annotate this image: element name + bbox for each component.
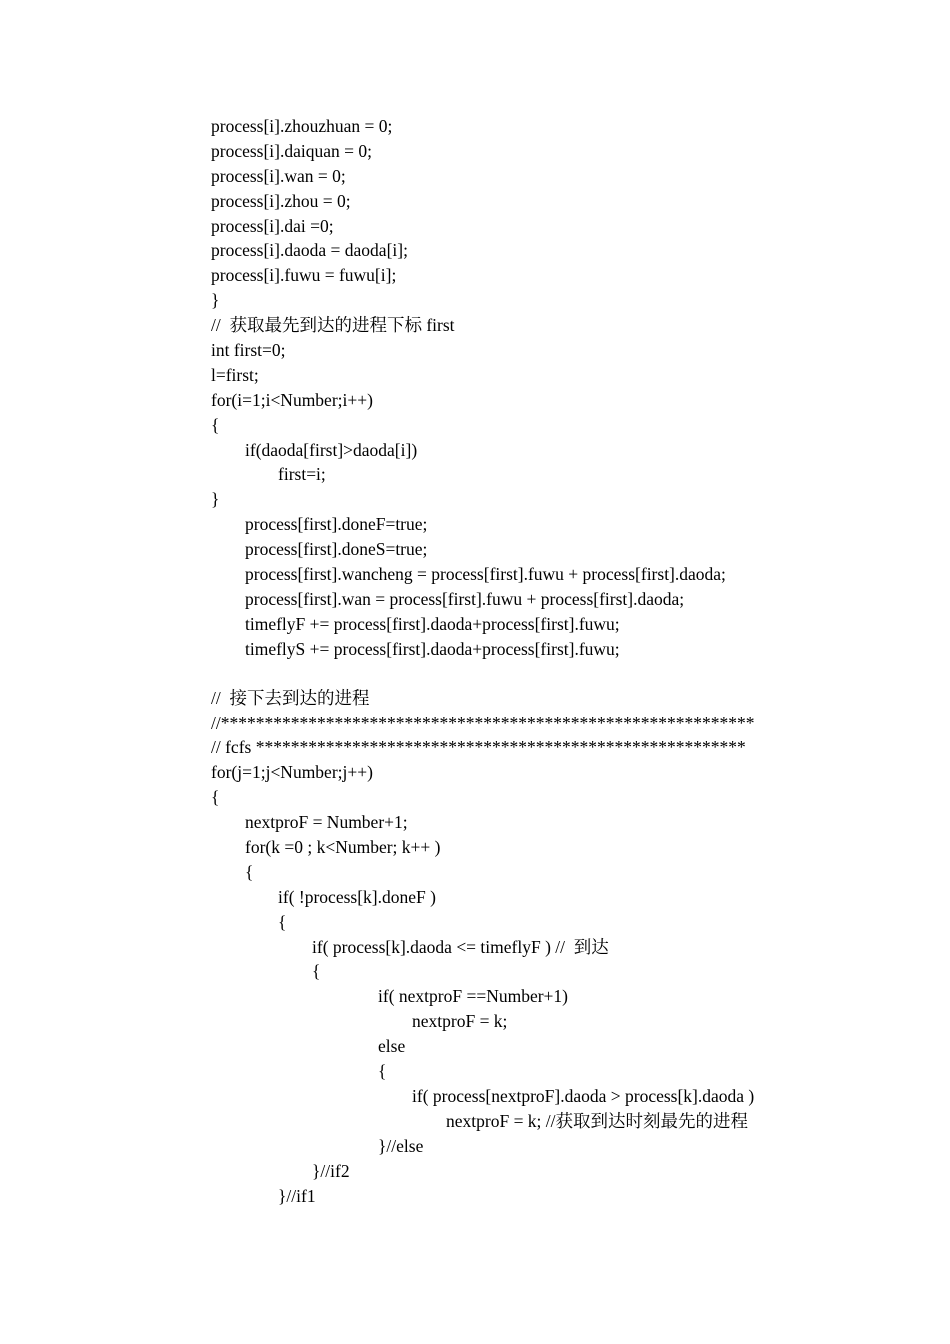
code-line: process[i].fuwu = fuwu[i]; <box>211 265 397 286</box>
code-comment: // 接下去到达的进程 <box>211 687 370 708</box>
code-line: }//if1 <box>278 1185 316 1206</box>
code-line: { <box>211 414 220 435</box>
code-line: process[i].dai =0; <box>211 215 334 236</box>
code-line: if( process[nextproF].daoda > process[k].daoda ) <box>412 1085 755 1106</box>
code-comment: // fcfs ******************************************************** <box>211 737 746 758</box>
code-line: process[i].daiquan = 0; <box>211 140 373 161</box>
code-line: { <box>312 961 321 982</box>
code-line: nextproF = Number+1; <box>245 812 408 833</box>
code-line: if( !process[k].doneF ) <box>278 886 436 907</box>
code-line: process[i].daoda = daoda[i]; <box>211 240 408 261</box>
code-line: process[i].wan = 0; <box>211 165 346 186</box>
code-comment: //************************************************************* <box>211 712 755 733</box>
code-line: int first=0; <box>211 340 286 361</box>
code-line: } <box>211 290 220 311</box>
code-line: process[i].zhouzhuan = 0; <box>211 116 393 136</box>
code-line: nextproF = k; //获取到达时刻最先的进程 <box>446 1110 749 1131</box>
code-line: nextproF = k; <box>412 1011 508 1032</box>
code-line: timeflyS += process[first].daoda+process[first].fuwu; <box>245 638 620 659</box>
code-line: process[first].wan = process[first].fuwu + process[first].daoda; <box>245 588 685 609</box>
code-line: process[first].wancheng = process[first].fuwu + process[first].daoda; <box>245 564 726 585</box>
code-line: l=first; <box>211 364 259 385</box>
code-line: if(daoda[first]>daoda[i]) <box>245 439 418 460</box>
code-line: for(i=1;i<Number;i++) <box>211 389 373 410</box>
code-line: { <box>211 787 220 808</box>
code-line: process[first].doneS=true; <box>245 539 428 560</box>
code-line: { <box>278 911 287 932</box>
code-block <box>211 114 911 1208</box>
code-line: } <box>211 489 220 510</box>
code-line: if( process[k].daoda <= timeflyF ) // 到达 <box>312 936 609 957</box>
code-line: { <box>245 861 254 882</box>
code-line: if( nextproF ==Number+1) <box>378 986 568 1007</box>
code-line: process[i].zhou = 0; <box>211 190 351 211</box>
code-comment: // 获取最先到达的进程下标 first <box>211 315 455 336</box>
code-line: else <box>378 1036 406 1057</box>
code-line: timeflyF += process[first].daoda+process[first].fuwu; <box>245 613 620 634</box>
code-line: }//if2 <box>312 1160 350 1181</box>
code-line: first=i; <box>278 464 326 485</box>
code-line: }//else <box>378 1135 424 1156</box>
blank-line <box>211 662 911 686</box>
code-line: for(j=1;j<Number;j++) <box>211 762 373 783</box>
code-line: process[first].doneF=true; <box>245 514 428 535</box>
code-line: for(k =0 ; k<Number; k++ ) <box>245 837 441 858</box>
code-line: { <box>378 1061 387 1082</box>
